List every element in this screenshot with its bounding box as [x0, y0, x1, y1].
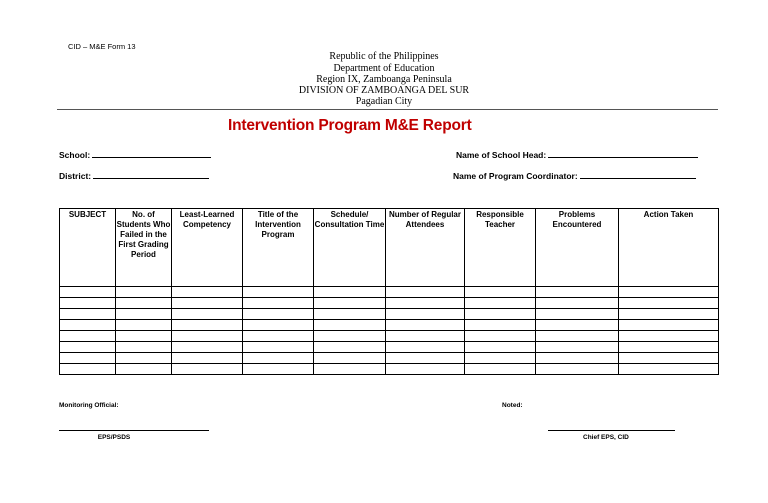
table-cell[interactable] [60, 353, 116, 364]
table-cell[interactable] [172, 298, 243, 309]
table-row [60, 298, 719, 309]
table-cell[interactable] [619, 298, 719, 309]
table-cell[interactable] [172, 309, 243, 320]
table-cell[interactable] [172, 287, 243, 298]
table-cell[interactable] [60, 309, 116, 320]
table-cell[interactable] [536, 320, 619, 331]
report-table [59, 208, 719, 375]
table-cell[interactable] [465, 298, 536, 309]
table-cell[interactable] [243, 309, 314, 320]
table-cell[interactable] [243, 331, 314, 342]
table-cell[interactable] [60, 287, 116, 298]
header-city: Pagadian City [355, 96, 413, 107]
table-cell[interactable] [386, 320, 465, 331]
school-field[interactable] [59, 148, 211, 160]
district-label: District: [59, 171, 92, 181]
table-cell[interactable] [314, 309, 386, 320]
table-cell[interactable] [243, 353, 314, 364]
table-cell[interactable] [465, 342, 536, 353]
table-cell[interactable] [536, 309, 619, 320]
monitoring-signature-line[interactable] [59, 430, 209, 431]
table-cell[interactable] [172, 320, 243, 331]
col-problems: Problems Encountered [536, 209, 619, 287]
table-cell[interactable] [536, 298, 619, 309]
table-cell[interactable] [314, 287, 386, 298]
col-competency: Least-Learned Competency [172, 209, 243, 287]
table-cell[interactable] [386, 364, 465, 375]
table-cell[interactable] [386, 287, 465, 298]
school-label: School: [59, 150, 91, 160]
table-cell[interactable] [619, 342, 719, 353]
table-cell[interactable] [314, 320, 386, 331]
col-action: Action Taken [619, 209, 719, 287]
form-code: CID – M&E Form 13 [68, 42, 136, 51]
table-cell[interactable] [243, 320, 314, 331]
header-division: DIVISION OF ZAMBOANGA DEL SUR [298, 85, 470, 96]
table-cell[interactable] [536, 364, 619, 375]
table-cell[interactable] [60, 320, 116, 331]
table-cell[interactable] [172, 353, 243, 364]
table-cell[interactable] [536, 353, 619, 364]
table-cell[interactable] [116, 287, 172, 298]
table-cell[interactable] [243, 287, 314, 298]
school-blank[interactable] [92, 148, 211, 158]
table-row [60, 331, 719, 342]
eps-psds-label: EPS/PSDS [97, 434, 131, 441]
table-row [60, 309, 719, 320]
table-cell[interactable] [243, 342, 314, 353]
table-cell[interactable] [386, 309, 465, 320]
table-cell[interactable] [116, 353, 172, 364]
header-region: Region IX, Zamboanga Peninsula [316, 74, 452, 85]
table-cell[interactable] [619, 287, 719, 298]
table-cell[interactable] [465, 331, 536, 342]
table-cell[interactable] [619, 353, 719, 364]
table-cell[interactable] [619, 309, 719, 320]
table-cell[interactable] [536, 342, 619, 353]
table-cell[interactable] [116, 364, 172, 375]
table-cell[interactable] [314, 353, 386, 364]
table-row [60, 342, 719, 353]
table-cell[interactable] [172, 342, 243, 353]
table-cell[interactable] [314, 364, 386, 375]
school-head-blank[interactable] [548, 148, 698, 158]
table-cell[interactable] [116, 342, 172, 353]
table-cell[interactable] [116, 309, 172, 320]
table-cell[interactable] [172, 331, 243, 342]
school-head-field[interactable] [456, 148, 698, 160]
table-row [60, 364, 719, 375]
table-cell[interactable] [386, 353, 465, 364]
table-cell[interactable] [619, 331, 719, 342]
table-cell[interactable] [465, 287, 536, 298]
district-blank[interactable] [93, 169, 209, 179]
table-cell[interactable] [619, 320, 719, 331]
col-schedule: Schedule/ Consultation Time [314, 209, 386, 287]
table-cell[interactable] [116, 320, 172, 331]
table-cell[interactable] [465, 353, 536, 364]
header-republic: Republic of the Philippines [329, 51, 439, 62]
table-cell[interactable] [314, 298, 386, 309]
header-divider [57, 109, 718, 110]
table-cell[interactable] [386, 342, 465, 353]
table-cell[interactable] [116, 298, 172, 309]
col-teacher: Responsible Teacher [465, 209, 536, 287]
table-cell[interactable] [116, 331, 172, 342]
report-title: Intervention Program M&E Report [228, 117, 472, 134]
table-cell[interactable] [386, 298, 465, 309]
noted-label: Noted: [502, 402, 523, 409]
table-cell[interactable] [172, 364, 243, 375]
coordinator-blank[interactable] [580, 169, 696, 179]
monitoring-official-label: Monitoring Official: [59, 402, 119, 409]
table-body [60, 287, 719, 375]
district-field[interactable] [59, 169, 209, 181]
table-cell[interactable] [314, 342, 386, 353]
table-cell[interactable] [60, 298, 116, 309]
table-cell[interactable] [60, 331, 116, 342]
col-failed-students: No. of Students Who Failed in the First Grading Period [116, 209, 172, 287]
table-cell[interactable] [314, 331, 386, 342]
col-program-title: Title of the Intervention Program [243, 209, 314, 287]
coordinator-label: Name of Program Coordinator: [453, 171, 578, 181]
table-row [60, 353, 719, 364]
table-cell[interactable] [619, 364, 719, 375]
table-cell[interactable] [536, 287, 619, 298]
table-cell[interactable] [60, 342, 116, 353]
table-cell[interactable] [465, 364, 536, 375]
table-cell[interactable] [386, 331, 465, 342]
table-cell[interactable] [465, 309, 536, 320]
table-cell[interactable] [60, 364, 116, 375]
table-cell[interactable] [243, 364, 314, 375]
header-department: Department of Education [333, 63, 435, 74]
school-head-label: Name of School Head: [456, 150, 547, 160]
chief-eps-label: Chief EPS, CID [583, 434, 629, 441]
coordinator-field[interactable] [453, 169, 696, 181]
col-subject: SUBJECT [60, 209, 116, 287]
table-cell[interactable] [243, 298, 314, 309]
table-cell[interactable] [465, 320, 536, 331]
noted-signature-line[interactable] [548, 430, 675, 431]
table-row [60, 320, 719, 331]
table-row [60, 287, 719, 298]
col-attendees: Number of Regular Attendees [386, 209, 465, 287]
table-cell[interactable] [536, 331, 619, 342]
